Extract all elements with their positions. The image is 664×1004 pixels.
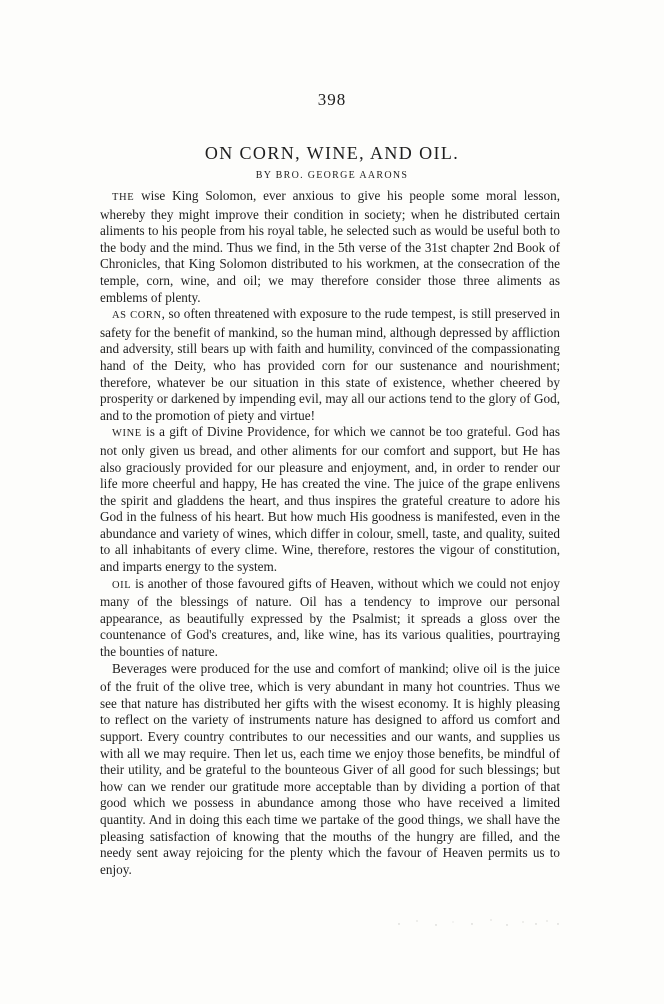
page-number: 398 xyxy=(317,90,347,109)
paragraph xyxy=(100,424,560,575)
article-body xyxy=(100,188,560,878)
paragraph-text: is a gift of Divine Providence, for which we cannot be too grateful. God has not only given us bread, and other aliments for our comfort and support, but He has also graciously provided for our pleasure and enjoyment, and, in order to render our life more cheerful and happy, He has created the vine. The juice of the grape enlivens the spirit and gladdens the heart, and thus inspires the grateful creature to adore his God in the fulness of his heart. But how much His goodness is manifested, even in the abundance and variety of wines, which differ in colour, smell, taste, and quality, suited to all inhabitants of every clime. Wine, therefore, restores the vigour of constitution, and imparts energy to the system. xyxy=(100,424,560,575)
paragraph xyxy=(100,661,560,879)
paragraph-text: wise King Solomon, ever anxious to give his people some moral lesson, whereby they might improve their condition in society; when he distributed certain aliments to his people from his royal table, he selected such as would be useful both to the body and the mind. Thus we find, in the 5th verse of the 31st chapter 2nd Book of Chronicles, that King Solomon distributed to his workmen, at the consecration of the temple, corn, wine, and oil; we may therefore consider those three aliments as emblems of plenty. xyxy=(100,188,560,305)
paragraph-text: Beverages were produced for the use and comfort of mankind; olive oil is the juice of the fruit of the olive tree, which is very abundant in many hot countries. Thus we see that nature has distributed her gifts with the wisest economy. It is highly pleasing to reflect on the variety of instruments nature has designed to afford us comfort and support. Every country contributes to our necessities and our wants, and supplies us with all we may require. Then let us, each time we enjoy those benefits, be mindful of their utility, and be grateful to the bounteous Giver of all good for such blessings; but how can we render our gratitude more acceptable than by dividing a portion of that good which we possess in abundance among those who have received a limited quantity. And in doing this each time we partake of the good things, we shall have the pleasing satisfaction of knowing that the mouths of the hungry are filled, and the needy sent away rejoicing for the plenty which the favour of Heaven permits us to enjoy. xyxy=(100,660,560,877)
small-caps-lead: OIL xyxy=(112,579,132,591)
paragraph-text: is another of those favoured gifts of Heaven, without which we could not enjoy many of the blessings of nature. Oil has a tendency to improve our personal appearance, as beautifully expressed by the Psalmist; it spreads a gloss over the countenance of God's creatures, and, like wine, has its various qualities, pourtraying the bounties of nature. xyxy=(100,575,560,660)
small-caps-lead: AS CORN xyxy=(112,310,162,322)
paragraph xyxy=(100,188,560,306)
paragraph-text: , so often threatened with exposure to the rude tempest, is still preserved in safety for the benefit of mankind, so the human mind, although depressed by affliction and adversity, still bears up with faith and humility, convinced of the compassionating hand of the Deity, who has provided corn for our sustenance and nourishment; therefore, whatever be our situation in this state of existence, whether cheered by prosperity or darkened by impending evil, may all our actions tend to the glory of God, and to the promotion of piety and virtue! xyxy=(100,306,561,423)
paragraph xyxy=(100,306,560,424)
article-title: ON CORN, WINE, AND OIL. xyxy=(204,143,460,163)
small-caps-lead: THE xyxy=(112,192,135,203)
print-speckle xyxy=(395,915,565,929)
article-byline: BY BRO. GEORGE AARONS xyxy=(255,170,409,181)
paragraph xyxy=(100,576,560,661)
small-caps-lead: WINE xyxy=(112,428,142,440)
